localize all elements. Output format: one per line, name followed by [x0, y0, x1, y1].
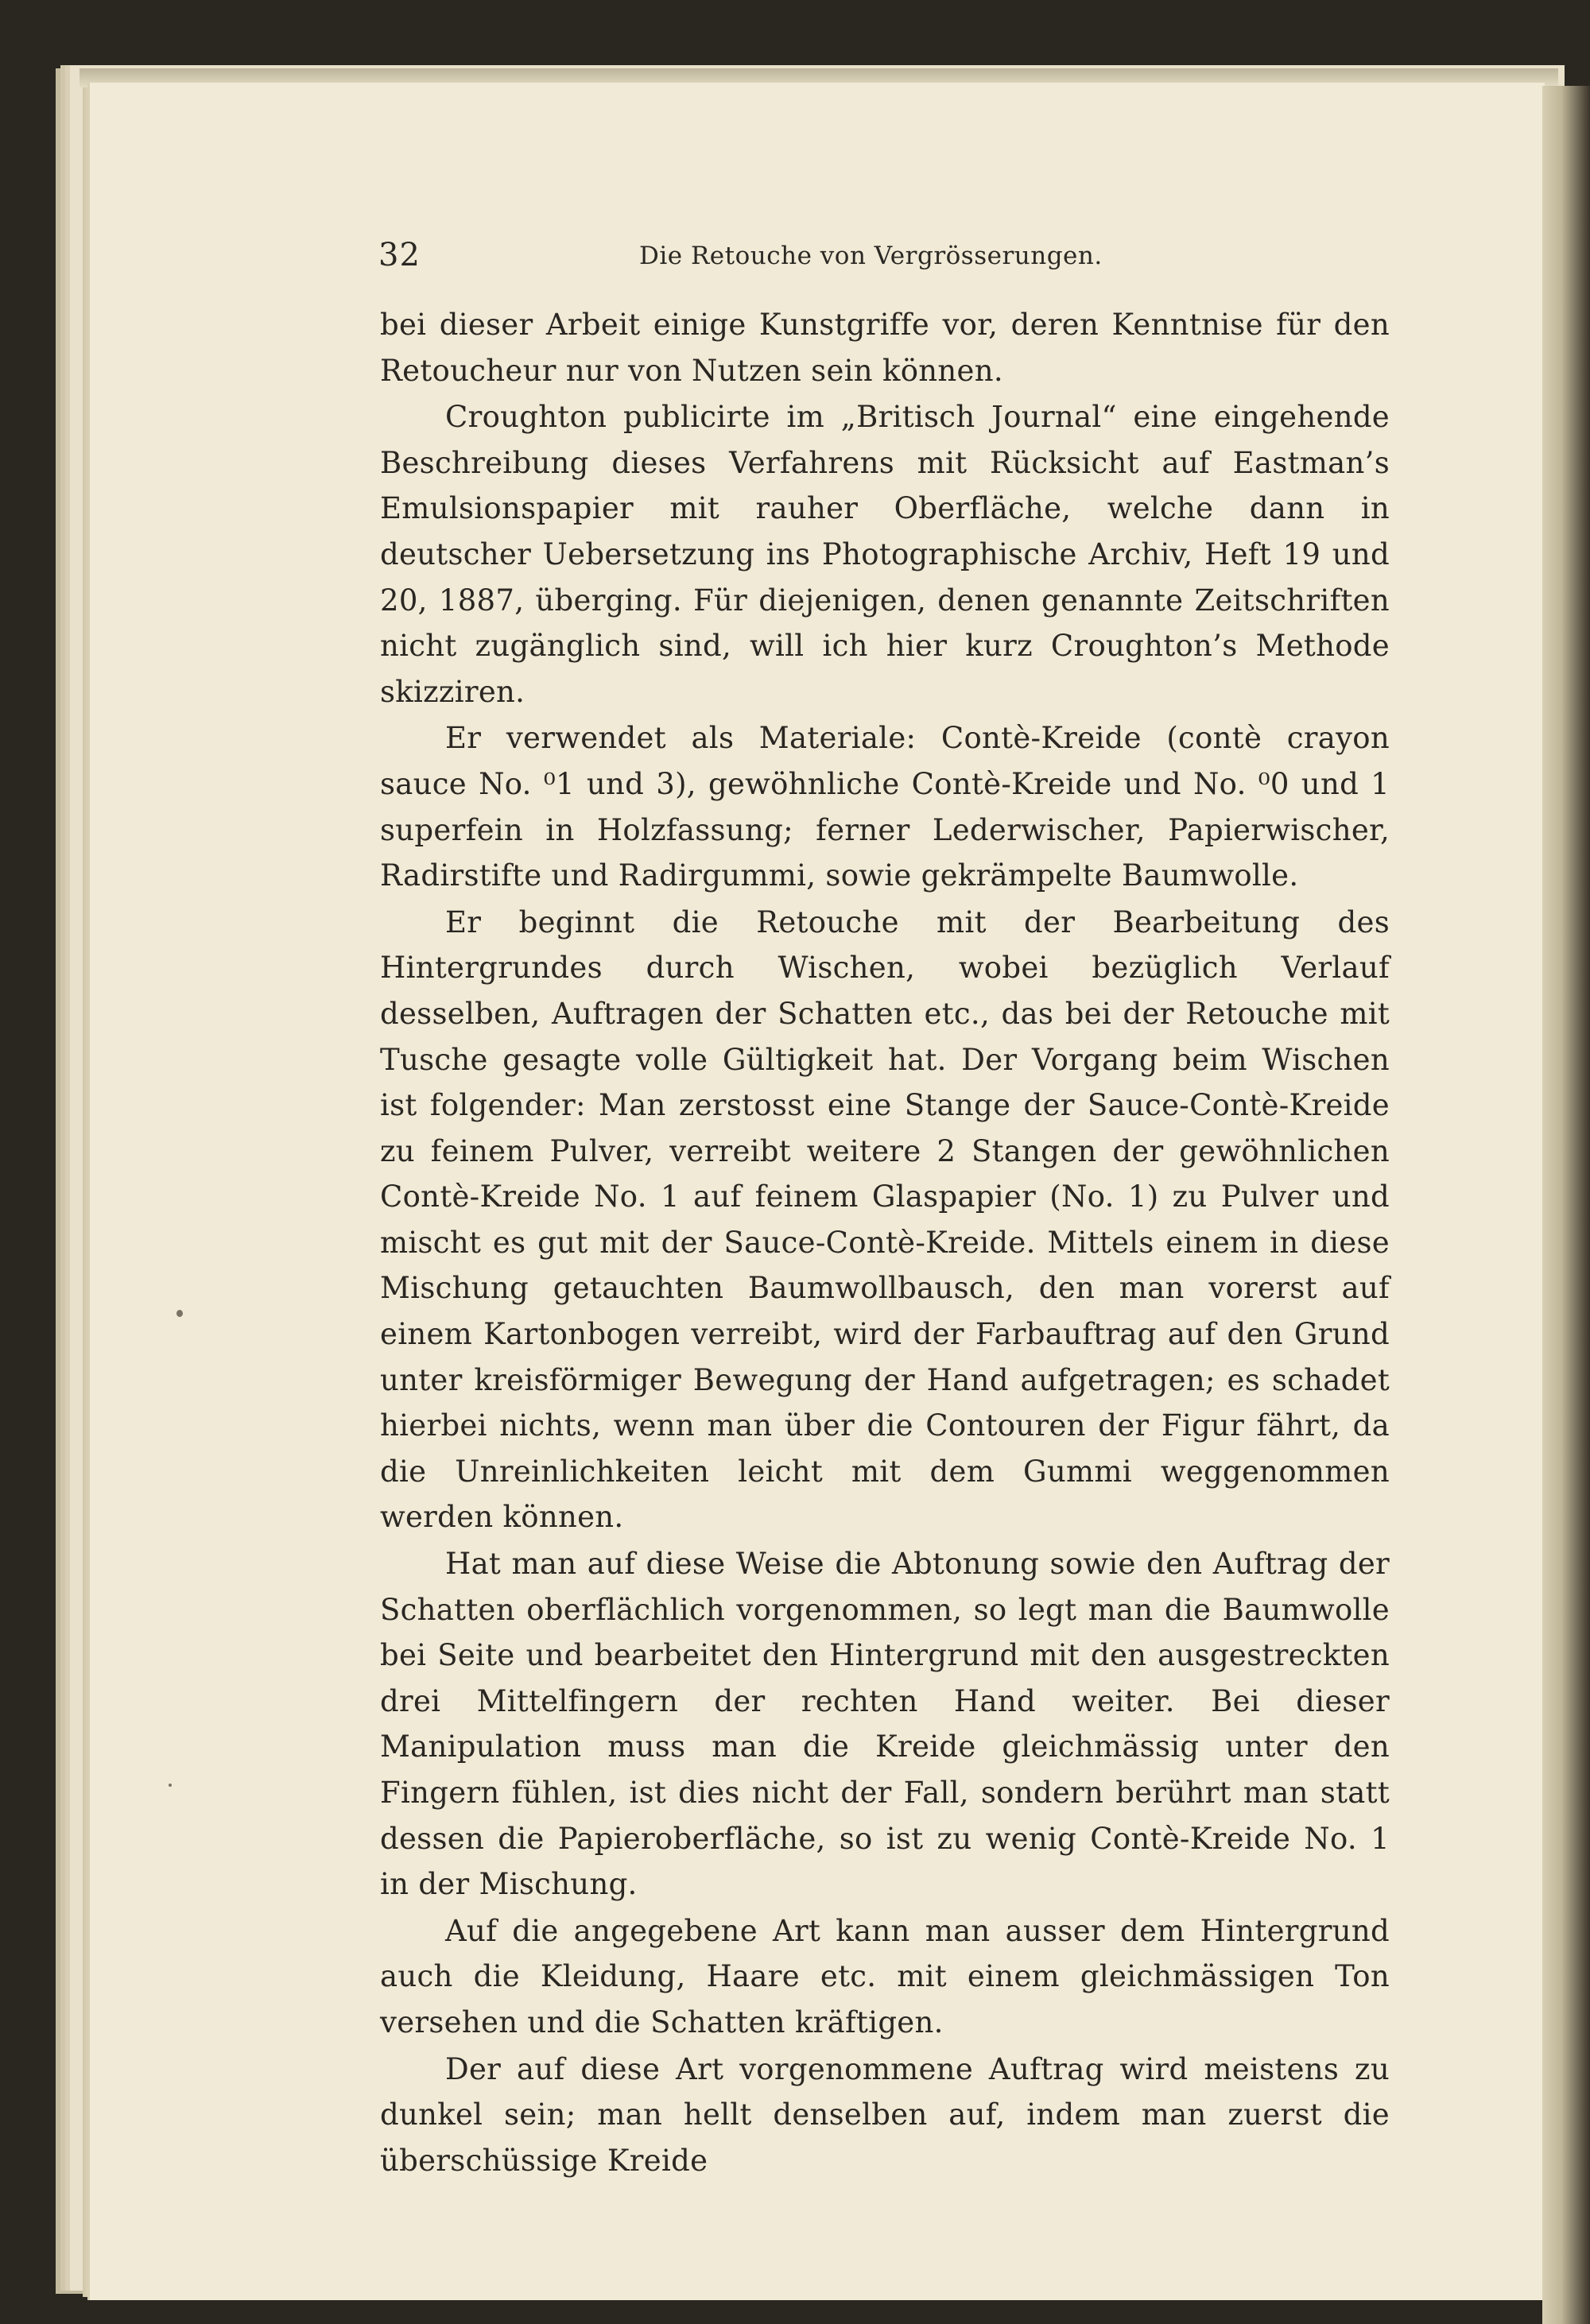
paragraph-1: bei dieser Arbeit einige Kunstgriffe vor, deren Kenntnise für den Retoucheur nur von Nutzen sein können. — [380, 308, 1390, 388]
paper-speck — [169, 1784, 172, 1787]
paragraph-4: Er beginnt die Retouche mit der Bearbeitung des Hintergrundes durch Wischen, wobei bezüglich Verlauf desselben, Auftragen der Schatten etc., das bei der Retouche mit Tusche gesagte volle Gültigkeit hat. Der Vorgang beim Wischen ist folgender: Man zerstosst eine Stange der Sauce-Contè-Kreide zu feinem Pulver, verreibt weitere 2 Stangen der gewöhnlichen Contè-Kreide No. 1 auf feinem Glaspapier (No. 1) zu Pulver und mischt es gut mit der Sauce-Contè-Kreide. Mittels einem in diese Mischung getauchten Baumwollbausch, den man vorerst auf einem Kartonbogen verreibt, wird der Farbauftrag auf den Grund unter kreisförmiger Bewegung der Hand aufgetragen; es schadet hierbei nichts, wenn man über die Contouren der Figur fährt, da die Unreinlichkeiten leicht mit dem Gummi weggenommen werden können. — [380, 904, 1390, 1535]
body-text — [380, 302, 1390, 2184]
facing-page-edge — [1542, 86, 1590, 2324]
paragraph-6: Auf die angegebene Art kann man ausser dem Hintergrund auch die Kleidung, Haare etc. mit einem gleichmässigen Ton versehen und die Schatten kräftigen. — [380, 1913, 1390, 2039]
paragraph-2: Croughton publicirte im „Britisch Journal“ eine eingehende Beschreibung dieses Verfahrens mit Rücksicht auf Eastman’s Emulsionspapier mit rauher Oberfläche, welche dann in deutscher Uebersetzung ins Photographische Archiv, Heft 19 und 20, 1887, überging. Für diejenigen, denen genannte Zeitschriften nicht zugänglich sind, will ich hier kurz Croughton’s Methode skizziren. — [380, 400, 1390, 709]
paragraph-7: Der auf diese Art vorgenommene Auftrag wird meistens zu dunkel sein; man hellt denselben auf, indem man zuerst die überschüssige Kreide — [380, 2051, 1390, 2178]
paper-speck — [176, 1310, 183, 1317]
running-title: Die Retouche von Vergrösserungen. — [639, 242, 1103, 270]
running-head — [378, 237, 1388, 277]
paragraph-3: Er verwendet als Materiale: Contè-Kreide (contè crayon sauce No. ⁰1 und 3), gewöhnliche Contè-Kreide und No. ⁰0 und 1 superfein in Holzfassung; ferner Lederwischer, Papierwischer, Radirstifte und Radirgummi, sowie gekrämpelte Baumwolle. — [380, 721, 1390, 893]
page-number: 32 — [378, 237, 421, 273]
paragraph-5: Hat man auf diese Weise die Abtonung sowie den Auftrag der Schatten oberflächlich vorgenommen, so legt man die Baumwolle bei Seite und bearbeitet den Hintergrund mit den ausgestreckten drei Mittelfingern der rechten Hand weiter. Bei dieser Manipulation muss man die Kreide gleichmässig unter den Fingern fühlen, ist dies nicht der Fall, sondern berührt man statt dessen die Papieroberfläche, so ist zu wenig Contè-Kreide No. 1 in der Mischung. — [380, 1547, 1390, 1902]
